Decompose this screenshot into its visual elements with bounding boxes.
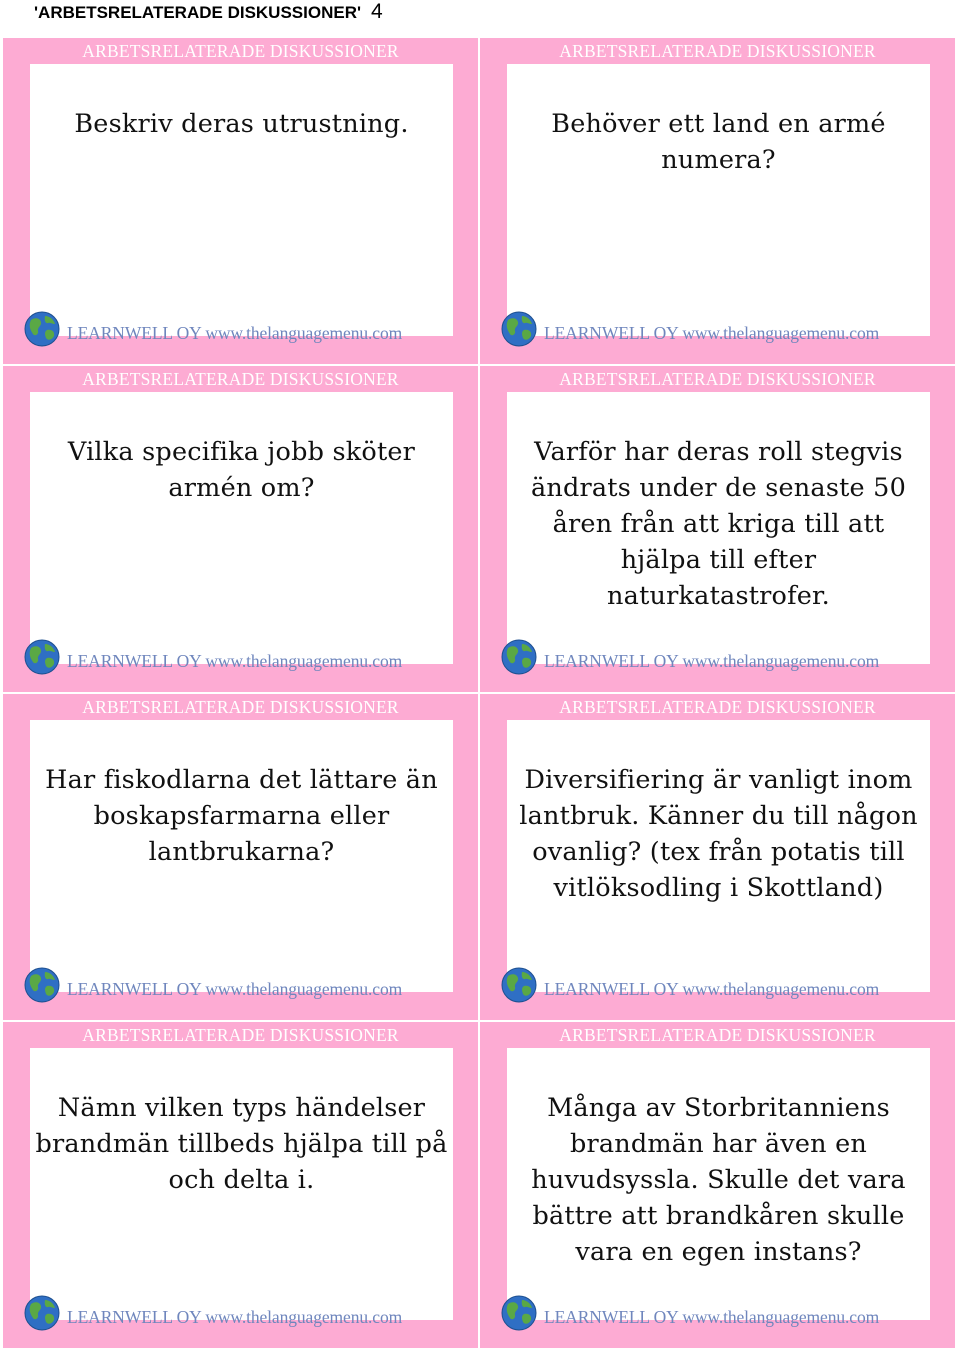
card-title: ARBETSRELATERADE DISKUSSIONER	[559, 369, 876, 389]
card-body	[507, 720, 930, 992]
footer-text: LEARNWELL OY www.thelanguagemenu.com	[67, 978, 403, 999]
card-title: ARBETSRELATERADE DISKUSSIONER	[559, 1025, 876, 1045]
card-footer	[23, 966, 402, 1004]
card-body	[30, 1048, 453, 1320]
card-body	[507, 1048, 930, 1320]
card-body	[30, 64, 453, 336]
card-7	[3, 1022, 480, 1350]
footer-text: LEARNWELL OY www.thelanguagemenu.com	[67, 322, 403, 343]
page-title: 'ARBETSRELATERADE DISKUSSIONER'	[34, 3, 362, 22]
card-question: Nämn vilken typs händelser brandmän tillbeds hjälpa till på och delta i.	[35, 1093, 448, 1195]
footer-text: LEARNWELL OY www.thelanguagemenu.com	[544, 1306, 880, 1327]
card-question: Diversifiering är vanligt inom lantbruk. Känner du till någon ovanlig? (tex från potatis till vitlöksodling i Skottland)	[519, 765, 918, 903]
card-footer	[500, 310, 879, 348]
footer-text: LEARNWELL OY www.thelanguagemenu.com	[544, 322, 880, 343]
card-6	[480, 694, 957, 1022]
footer-text: LEARNWELL OY www.thelanguagemenu.com	[544, 650, 880, 671]
globe-icon	[500, 638, 540, 676]
card-footer	[500, 1294, 879, 1332]
page-header	[34, 0, 383, 30]
card-question: Beskriv deras utrustning.	[74, 109, 409, 139]
card-title: ARBETSRELATERADE DISKUSSIONER	[82, 697, 399, 717]
card-title: ARBETSRELATERADE DISKUSSIONER	[82, 41, 399, 61]
card-question: Vilka specifika jobb sköter armén om?	[67, 437, 416, 503]
globe-icon	[23, 638, 63, 676]
footer-text: LEARNWELL OY www.thelanguagemenu.com	[67, 650, 403, 671]
card-3	[3, 366, 480, 694]
card-footer	[23, 638, 402, 676]
card-2	[480, 38, 957, 366]
card-title: ARBETSRELATERADE DISKUSSIONER	[559, 41, 876, 61]
card-grid	[3, 38, 957, 1350]
card-8	[480, 1022, 957, 1350]
card-1	[3, 38, 480, 366]
card-title: ARBETSRELATERADE DISKUSSIONER	[559, 697, 876, 717]
card-title: ARBETSRELATERADE DISKUSSIONER	[82, 1025, 399, 1045]
card-question: Varför har deras roll stegvis ändrats under de senaste 50 åren från att kriga till att hjälpa till efter naturkatastrofer.	[530, 437, 907, 611]
card-5	[3, 694, 480, 1022]
card-4	[480, 366, 957, 694]
globe-icon	[23, 966, 63, 1004]
footer-text: LEARNWELL OY www.thelanguagemenu.com	[67, 1306, 403, 1327]
card-body	[507, 64, 930, 336]
card-question: Många av Storbritanniens brandmän har även en huvudsyssla. Skulle det vara bättre att brandkåren skulle vara en egen instans?	[531, 1093, 906, 1267]
card-footer	[23, 1294, 402, 1332]
globe-icon	[23, 310, 63, 348]
card-body	[507, 392, 930, 664]
card-body	[30, 720, 453, 992]
globe-icon	[500, 310, 540, 348]
footer-text: LEARNWELL OY www.thelanguagemenu.com	[544, 978, 880, 999]
card-question: Behöver ett land en armé numera?	[551, 109, 886, 175]
globe-icon	[23, 1294, 63, 1332]
card-footer	[500, 638, 879, 676]
globe-icon	[500, 1294, 540, 1332]
card-footer	[500, 966, 879, 1004]
globe-icon	[500, 966, 540, 1004]
card-title: ARBETSRELATERADE DISKUSSIONER	[82, 369, 399, 389]
page-number: 4	[371, 0, 383, 23]
card-footer	[23, 310, 402, 348]
card-question: Har fiskodlarna det lättare än boskapsfarmarna eller lantbrukarna?	[45, 765, 438, 867]
card-body	[30, 392, 453, 664]
